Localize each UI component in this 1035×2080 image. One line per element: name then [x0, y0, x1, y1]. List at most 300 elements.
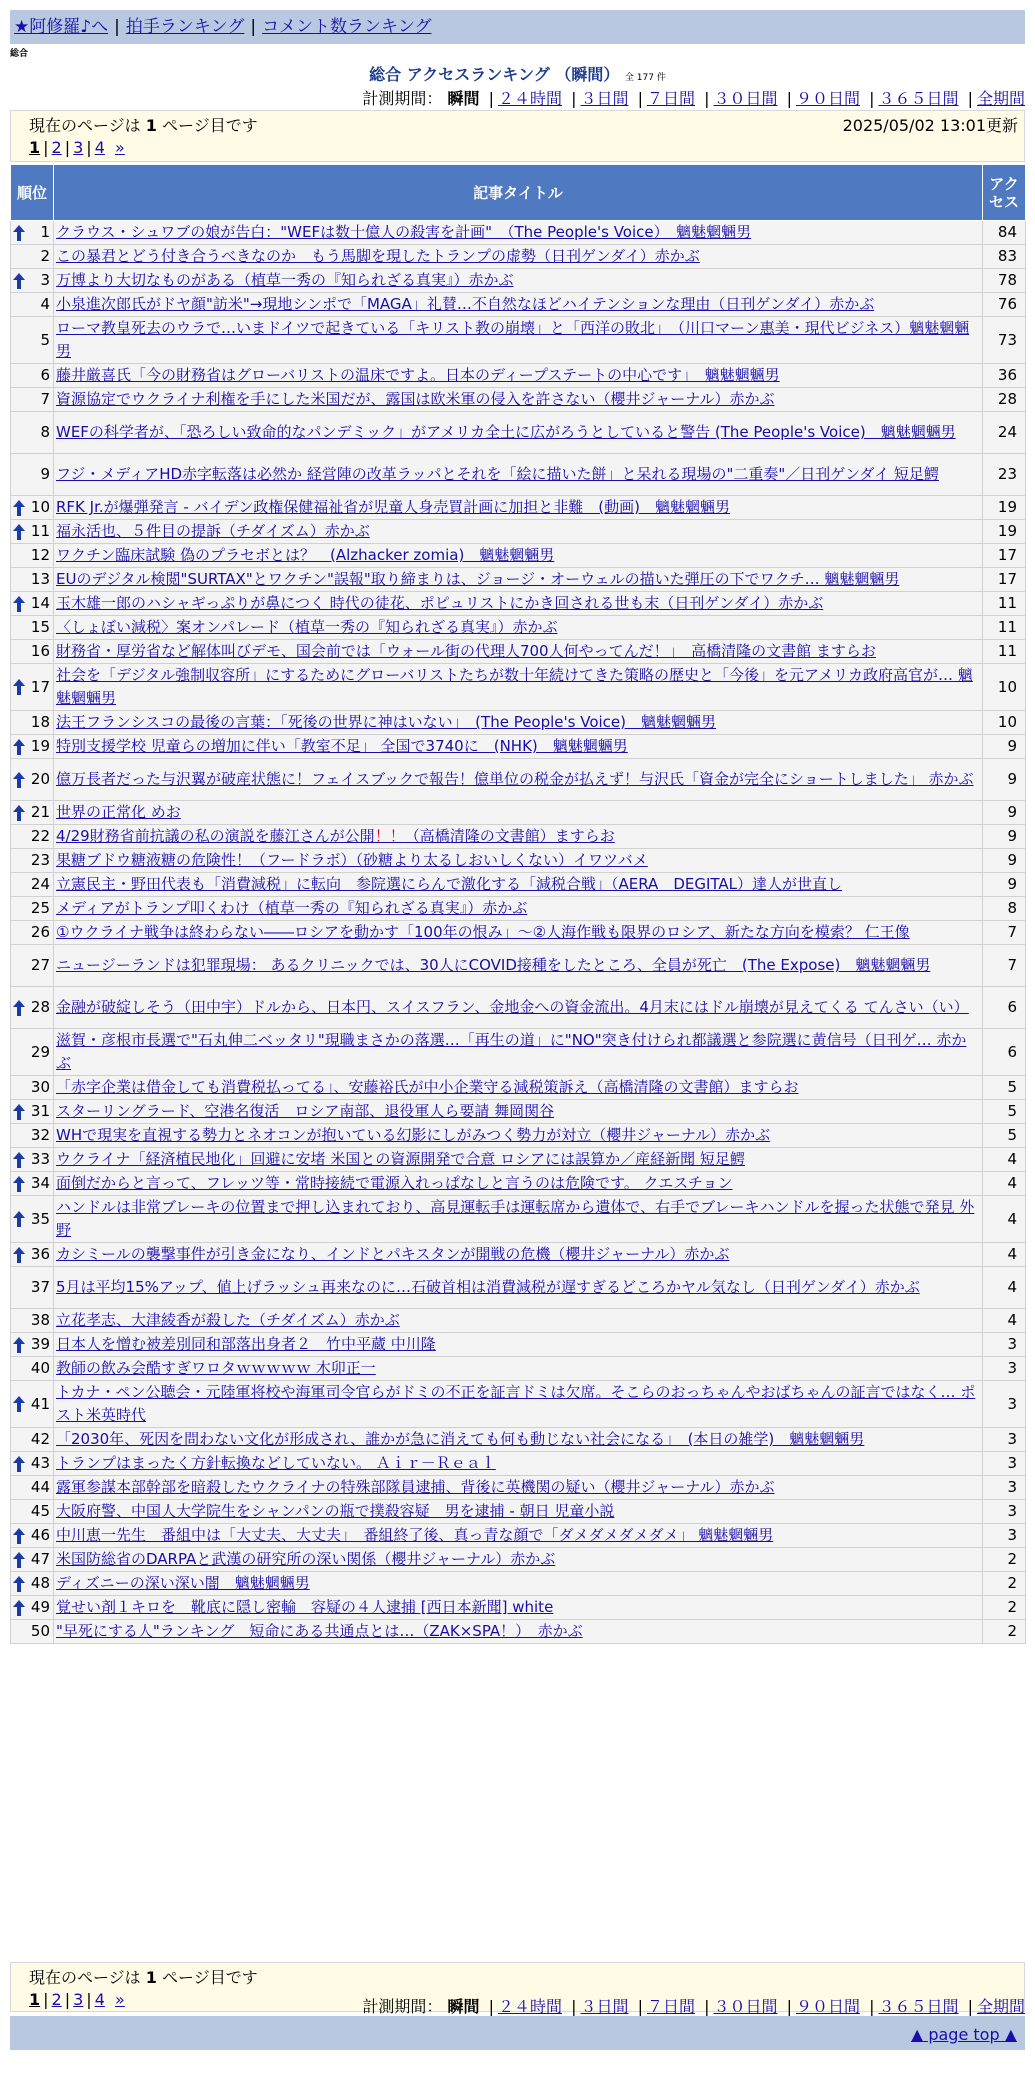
title-cell [54, 1476, 983, 1500]
rank-cell [11, 825, 54, 849]
access-count: 3 [983, 1452, 1026, 1476]
title-cell [54, 454, 983, 496]
table-row [11, 496, 1026, 520]
access-count: 11 [983, 592, 1026, 616]
access-count: 7 [983, 921, 1026, 945]
article-title-link[interactable]: 社会を「デジタル強制収容所」にするためにグローバリストたちが数十年続けてきた策略の歴史と「今後」を元アメリカ政府高官が… 魑魅魍魎男 [56, 666, 973, 707]
rank-number: 2 [40, 247, 50, 265]
title-cell [54, 592, 983, 616]
table-row [11, 245, 1026, 269]
access-count: 24 [983, 412, 1026, 454]
table-row [11, 520, 1026, 544]
access-count: 3 [983, 1524, 1026, 1548]
rank-cell [11, 987, 54, 1029]
rank-number: 19 [30, 737, 50, 755]
article-title-link[interactable]: 5月は平均15%アップ、値上げラッシュ再来なのに…石破首相は消費減税が遅すぎるどころかヤル気なし（日刊ゲンダイ）赤かぶ [56, 1278, 920, 1296]
ranking-table [10, 164, 1026, 1644]
title-cell [54, 1267, 983, 1309]
article-title-link[interactable]: 露軍参謀本部幹部を暗殺したウクライナの特殊部隊員逮捕、背後に英機関の疑い（櫻井ジャーナル）赤かぶ [56, 1478, 775, 1496]
rank-up-arrow-icon [13, 1528, 25, 1544]
table-row [11, 1124, 1026, 1148]
article-title-link[interactable]: 面倒だからと言って、フレッツ等・常時接続で電源入れっぱなしと言うのは危険です。 クエスチョン [56, 1174, 733, 1192]
access-count: 6 [983, 1029, 1026, 1076]
access-count: 84 [983, 221, 1026, 245]
rank-up-arrow-icon [13, 805, 25, 821]
rank-number: 34 [30, 1174, 50, 1192]
title-cell [54, 221, 983, 245]
period-24h-link[interactable]: ２４時間 [497, 89, 562, 108]
rank-up-arrow-icon [13, 596, 25, 612]
access-count: 17 [983, 568, 1026, 592]
access-count: 19 [983, 496, 1026, 520]
article-title-link[interactable]: 藤井厳喜氏「今の財務省はグローバリストの温床ですよ。日本のディープステートの中心です」 魑魅魍魎男 [56, 366, 780, 384]
page-4-link[interactable]: 4 [94, 1990, 105, 2009]
title-cell [54, 520, 983, 544]
rank-cell [11, 640, 54, 664]
rank-up-arrow-icon [13, 1104, 25, 1120]
access-count: 4 [983, 1196, 1026, 1243]
article-title-link[interactable]: トランプはまったく方針転換などしていない。 Ａｉｒ－Ｒｅａｌ [56, 1454, 496, 1472]
title-cell [54, 1029, 983, 1076]
article-title-link[interactable]: 覚せい剤１キロを 靴底に隠し密輸 容疑の４人逮捕 [西日本新聞] white [56, 1598, 554, 1616]
title-cell [54, 640, 983, 664]
article-title-link[interactable]: 特別支援学校 児童らの増加に伴い「教室不足」 全国で3740に (NHK) 魑魅魍魎男 [56, 737, 628, 755]
title-cell [54, 1524, 983, 1548]
article-title-link[interactable]: EUのデジタル検閲"SURTAX"とワクチン"誤報"取り締まりは、ジョージ・オーウェルの描いた弾圧の下でワクチ… 魑魅魍魎男 [56, 570, 900, 588]
rank-up-arrow-icon [13, 1456, 25, 1472]
access-count: 3 [983, 1357, 1026, 1381]
rank-up-arrow-icon [13, 273, 25, 289]
article-title-link[interactable]: クラウス・シュワブの娘が告白："WEFは数十億人の殺害を計画" （The People's Voice） 魑魅魍魎男 [56, 223, 752, 241]
article-title-link[interactable]: 法王フランシスコの最後の言葉：「死後の世界に神はいない」 (The People's Voice) 魑魅魍魎男 [56, 713, 717, 731]
rank-number: 8 [40, 423, 50, 441]
access-count: 8 [983, 897, 1026, 921]
top-nav-bar [10, 10, 1025, 44]
article-title-link[interactable]: 4/29財務省前抗議の私の演説を藤江さんが公開！！（高橋清隆の文書館）ますらお [56, 827, 615, 845]
article-title-link[interactable]: 億万長者だった与沢翼が破産状態に！フェイスブックで報告！億単位の税金が払えず！与沢氏「資金が完全にショートしました」 赤かぶ [56, 770, 974, 788]
period-365d-link[interactable]: ３６５日間 [878, 89, 959, 108]
period-24h-link[interactable]: ２４時間 [497, 1997, 562, 2016]
next-page-link[interactable]: » [115, 1990, 125, 2009]
nav-applause-ranking-link[interactable]: 拍手ランキング [125, 17, 245, 37]
title-cell [54, 1620, 983, 1644]
access-count: 3 [983, 1428, 1026, 1452]
title-cell [54, 245, 983, 269]
rank-cell [11, 945, 54, 987]
period-current: 瞬間 [447, 89, 480, 108]
article-title-link[interactable]: 米国防総省のDARPAと武漢の研究所の深い関係（櫻井ジャーナル）赤かぶ [56, 1550, 556, 1568]
table-row [11, 1381, 1026, 1428]
rank-up-arrow-icon [13, 1576, 25, 1592]
period-current: 瞬間 [447, 1997, 480, 2016]
article-title-link[interactable]: 教師の飲み会酷すぎワロタｗｗｗｗｗ 木卯正一 [56, 1359, 376, 1377]
rank-number: 14 [30, 594, 50, 612]
title-cell [54, 849, 983, 873]
rank-up-arrow-icon [13, 1337, 25, 1353]
article-title-link[interactable]: スターリングラード、空港名復活 ロシア南部、退役軍人ら要請 舞岡関谷 [56, 1102, 555, 1120]
rank-number: 27 [30, 956, 50, 974]
article-title-link[interactable]: 世界の正常化 めお [56, 803, 181, 821]
rank-cell [11, 317, 54, 364]
article-title-link[interactable]: 福永活也、５件目の提訴（チダイズム）赤かぶ [56, 522, 370, 540]
rank-cell [11, 1500, 54, 1524]
rank-number: 3 [40, 271, 50, 289]
access-count: 3 [983, 1500, 1026, 1524]
rank-number: 38 [30, 1311, 50, 1329]
access-count: 73 [983, 317, 1026, 364]
page-4-link[interactable]: 4 [94, 138, 105, 157]
rank-number: 44 [30, 1478, 50, 1496]
rank-up-arrow-icon [13, 1176, 25, 1192]
access-count: 10 [983, 664, 1026, 711]
table-row [11, 1452, 1026, 1476]
title-cell [54, 1572, 983, 1596]
rank-cell [11, 1148, 54, 1172]
rank-number: 4 [40, 295, 50, 313]
table-row [11, 1100, 1026, 1124]
title-cell [54, 1076, 983, 1100]
rank-number: 9 [40, 465, 50, 483]
access-count: 2 [983, 1596, 1026, 1620]
title-cell [54, 945, 983, 987]
period-3d-link[interactable]: ３日間 [580, 1997, 629, 2016]
rank-number: 29 [30, 1042, 50, 1061]
rank-cell [11, 454, 54, 496]
table-row [11, 1243, 1026, 1267]
period-365d-link[interactable]: ３６５日間 [878, 1997, 959, 2016]
article-title-link[interactable]: ニュージーランドは犯罪現場： あるクリニックでは、30人にCOVID接種をしたところ、全員が死亡 (The Expose) 魑魅魍魎男 [56, 956, 931, 974]
article-title-link[interactable]: カシミールの襲撃事件が引き金になり、インドとパキスタンが開戦の危機（櫻井ジャーナル）赤かぶ [56, 1245, 730, 1263]
period-selector-bottom: 計測期間： 瞬間 | ２４時間 | ３日間 | ７日間 | ３０日間 | ９０日間 | ３６５日間 | 全期間 [362, 1997, 1025, 2016]
rank-number: 32 [30, 1126, 50, 1144]
rank-number: 40 [30, 1359, 50, 1377]
rank-number: 41 [30, 1394, 50, 1413]
rank-up-arrow-icon [13, 225, 25, 241]
table-row [11, 1476, 1026, 1500]
title-cell [54, 1100, 983, 1124]
title-cell [54, 1148, 983, 1172]
period-30d-link[interactable]: ３０日間 [713, 89, 778, 108]
table-row [11, 711, 1026, 735]
rank-cell [11, 293, 54, 317]
table-row [11, 221, 1026, 245]
next-page-link[interactable]: » [115, 138, 125, 157]
rank-number: 50 [30, 1622, 50, 1640]
article-title-link[interactable]: 日本人を憎む被差別同和部落出身者２ 竹中平蔵 中川隆 [56, 1335, 436, 1353]
period-all-link[interactable]: 全期間 [976, 89, 1025, 108]
rank-number: 30 [30, 1078, 50, 1096]
rank-cell [11, 1452, 54, 1476]
article-title-link[interactable]: 立憲民主・野田代表も「消費減税」に転向 参院選にらんで激化する「減税合戦」（AERA DEGITAL）達人が世直し [56, 875, 843, 893]
rank-number: 36 [30, 1245, 50, 1263]
table-row [11, 640, 1026, 664]
access-header: アクセス [983, 165, 1026, 221]
table-row [11, 1572, 1026, 1596]
title-header: 記事タイトル [54, 165, 983, 221]
article-title-link[interactable]: 資源協定でウクライナ利権を手にした米国だが、露国は欧米軍の侵入を許さない（櫻井ジャーナル）赤かぶ [56, 390, 775, 408]
period-90d-link[interactable]: ９０日間 [795, 89, 860, 108]
period-3d-link[interactable]: ３日間 [580, 89, 629, 108]
period-selector-top: 計測期間： 瞬間 | ２４時間 | ３日間 | ７日間 | ３０日間 | ９０日間 | ３６５日間 | 全期間 [362, 89, 1025, 108]
page-2-link[interactable]: 2 [51, 1990, 62, 2009]
table-row [11, 1596, 1026, 1620]
updated-timestamp: 2025/05/02 13:01更新 [842, 116, 1018, 135]
article-title-link[interactable]: 「赤字企業は借金しても消費税払ってる」、安藤裕氏が中小企業守る減税策訴え（高橋清隆の文書館）ますらお [56, 1078, 799, 1096]
title-cell [54, 293, 983, 317]
rank-cell [11, 388, 54, 412]
rank-cell [11, 568, 54, 592]
table-row [11, 1029, 1026, 1076]
table-row [11, 1309, 1026, 1333]
access-count: 9 [983, 849, 1026, 873]
rank-cell [11, 1620, 54, 1644]
title-cell [54, 568, 983, 592]
title-cell [54, 388, 983, 412]
article-title-link[interactable]: ディズニーの深い深い闇 魑魅魍魎男 [56, 1574, 310, 1592]
access-count: 3 [983, 1333, 1026, 1357]
article-title-link[interactable]: トカナ・ペン公聴会・元陸軍将校や海軍司令官らがドミの不正を証言ドミは欠席。そこらのおっちゃんやおばちゃんの証言ではなく… ポスト米英時代 [56, 1383, 976, 1424]
title-cell [54, 711, 983, 735]
title-cell [54, 496, 983, 520]
access-count: 9 [983, 735, 1026, 759]
rank-number: 48 [30, 1574, 50, 1592]
rank-up-arrow-icon [13, 1247, 25, 1263]
access-count: 4 [983, 1309, 1026, 1333]
rank-number: 39 [30, 1335, 50, 1353]
article-title-link[interactable]: 金融が破綻しそう（田中宇）ドルから、日本円、スイスフラン、金地金への資金流出。4月末にはドル崩壊が見えてくる てんさい（い） [56, 998, 969, 1016]
article-title-link[interactable]: 中川恵一先生 番組中は「大丈夫、大丈夫」 番組終了後、真っ青な顔で「ダメダメダメダメ」 魑魅魍魎男 [56, 1526, 774, 1544]
table-row [11, 664, 1026, 711]
table-row [11, 293, 1026, 317]
access-count: 7 [983, 945, 1026, 987]
rank-cell [11, 496, 54, 520]
title-cell [54, 897, 983, 921]
rank-header: 順位 [11, 165, 54, 221]
article-title-link[interactable]: 玉木雄一郎のハシャギっぷりが鼻につく 時代の徒花、ポピュリストにかき回される世も末（日刊ゲンダイ）赤かぶ [56, 594, 824, 612]
table-row [11, 544, 1026, 568]
rank-up-arrow-icon [13, 739, 25, 755]
access-count: 11 [983, 616, 1026, 640]
access-count: 2 [983, 1572, 1026, 1596]
period-7d-link[interactable]: ７日間 [646, 89, 695, 108]
access-count: 83 [983, 245, 1026, 269]
rank-cell [11, 873, 54, 897]
rank-number: 11 [30, 522, 50, 540]
rank-up-arrow-icon [13, 1396, 25, 1412]
access-count: 4 [983, 1148, 1026, 1172]
rank-up-arrow-icon [13, 1000, 25, 1016]
article-title-link[interactable]: 大阪府警、中国人大学院生をシャンパンの瓶で撲殺容疑 男を逮捕 - 朝日 児童小説 [56, 1502, 615, 1520]
access-count: 11 [983, 640, 1026, 664]
title-cell [54, 1124, 983, 1148]
bottom-bar [10, 2016, 1025, 2050]
rank-number: 49 [30, 1598, 50, 1616]
access-count: 17 [983, 544, 1026, 568]
article-title-link[interactable]: ウクライナ「経済植民地化」回避に安堵 米国との資源開発で合意 ロシアには誤算か／産経新聞 短足鰐 [56, 1150, 745, 1168]
access-count: 9 [983, 801, 1026, 825]
article-title-link[interactable]: ローマ教皇死去のウラで…いまドイツで起きている「キリスト教の崩壊」と「西洋の敗北」 （川口マーン惠美・現代ビジネス）魑魅魍魎男 [56, 319, 970, 360]
title-cell [54, 1172, 983, 1196]
access-count: 4 [983, 1267, 1026, 1309]
pagination-bottom: 1 | 2 | 3 | 4 » [29, 1990, 125, 2009]
table-row [11, 801, 1026, 825]
access-count: 2 [983, 1620, 1026, 1644]
title-cell [54, 1381, 983, 1428]
article-title-link[interactable]: "早死にする人"ランキング 短命にある共通点とは…（ZAK×SPA！） 赤かぶ [56, 1622, 583, 1640]
rank-number: 28 [30, 998, 50, 1016]
rank-number: 25 [30, 899, 50, 917]
rank-cell [11, 364, 54, 388]
access-count: 23 [983, 454, 1026, 496]
title-cell [54, 1196, 983, 1243]
table-row [11, 412, 1026, 454]
article-title-link[interactable]: 果糖ブドウ糖液糖の危険性！（フードラボ）（砂糖より太るしおいしくない）イワツバメ [56, 851, 648, 869]
table-row [11, 317, 1026, 364]
access-count: 6 [983, 987, 1026, 1029]
table-row [11, 616, 1026, 640]
article-title-link[interactable]: ワクチン臨床試験 偽のプラセボとは？ (Alzhacker zomia) 魑魅魍魎男 [56, 546, 555, 564]
access-count: 5 [983, 1076, 1026, 1100]
table-row [11, 1148, 1026, 1172]
rank-cell [11, 1076, 54, 1100]
rank-cell [11, 1243, 54, 1267]
access-count: 5 [983, 1124, 1026, 1148]
period-30d-link[interactable]: ３０日間 [713, 1997, 778, 2016]
table-row [11, 388, 1026, 412]
rank-number: 18 [30, 713, 50, 731]
article-title-link[interactable]: WEFの科学者が、「恐ろしい致命的なパンデミック」がアメリカ全土に広がろうとしていると警告 (The People's Voice) 魑魅魍魎男 [56, 423, 956, 441]
page-info-top [10, 110, 1025, 162]
rank-number: 21 [30, 803, 50, 821]
rank-number: 12 [30, 546, 50, 564]
rank-cell [11, 520, 54, 544]
rank-up-arrow-icon [13, 500, 25, 516]
rank-cell [11, 616, 54, 640]
rank-number: 46 [30, 1526, 50, 1544]
rank-cell [11, 759, 54, 801]
rank-number: 6 [40, 366, 50, 384]
title-cell [54, 1243, 983, 1267]
article-title-link[interactable]: 小泉進次郎氏がドヤ顔"訪米"→現地シンポで「MAGA」礼賛…不自然なほどハイテンションな理由（日刊ゲンダイ）赤かぶ [56, 295, 875, 313]
title-cell [54, 412, 983, 454]
article-title-link[interactable]: 滋賀・彦根市長選で"石丸伸二ベッタリ"現職まさかの落選…「再生の道」に"NO"突き付けられ都議選と参院選に黄信号（日刊ゲ… 赤かぶ [56, 1031, 967, 1072]
rank-cell [11, 1196, 54, 1243]
page-3-link[interactable]: 3 [73, 138, 84, 157]
rank-cell [11, 1172, 54, 1196]
article-title-link[interactable]: この暴君とどう付き合うべきなのか もう馬脚を現したトランプの虚勢（日刊ゲンダイ）赤かぶ [56, 247, 700, 265]
nav-separator: | [250, 17, 257, 37]
rank-cell [11, 921, 54, 945]
rank-cell [11, 1357, 54, 1381]
table-row [11, 1500, 1026, 1524]
title-cell [54, 873, 983, 897]
table-row [11, 1620, 1026, 1644]
page-top-link[interactable]: ▲ page top ▲ [910, 2025, 1017, 2044]
rank-number: 42 [30, 1430, 50, 1448]
table-row [11, 454, 1026, 496]
rank-number: 31 [30, 1102, 50, 1120]
rank-up-arrow-icon [13, 524, 25, 540]
article-title-link[interactable]: フジ・メディアHD赤字転落は必然か 経営陣の改革ラッパとそれを「絵に描いた餅」と呆れる現場の"二重奏"／日刊ゲンダイ 短足鰐 [56, 465, 939, 483]
article-title-link[interactable]: WHで現実を直視する勢力とネオコンが抱いている幻影にしがみつく勢力が対立（櫻井ジャーナル）赤かぶ [56, 1126, 771, 1144]
table-row [11, 568, 1026, 592]
table-row [11, 1548, 1026, 1572]
title-cell [54, 735, 983, 759]
article-title-link[interactable]: RFK Jr.が爆弾発言 - バイデン政権保健福祉省が児童人身売買計画に加担と非難 (動画) 魑魅魍魎男 [56, 498, 730, 516]
rank-cell [11, 1124, 54, 1148]
rank-up-arrow-icon [13, 772, 25, 788]
table-row [11, 269, 1026, 293]
title-cell [54, 364, 983, 388]
title-cell [54, 1333, 983, 1357]
article-title-link[interactable]: 「2030年、死因を問わない文化が形成され、誰かが急に消えても何も動じない社会になる」 (本日の雑学) 魑魅魍魎男 [56, 1430, 865, 1448]
rank-number: 43 [30, 1454, 50, 1472]
title-cell [54, 317, 983, 364]
access-count: 4 [983, 1172, 1026, 1196]
period-90d-link[interactable]: ９０日間 [795, 1997, 860, 2016]
rank-cell [11, 1428, 54, 1452]
table-row [11, 1524, 1026, 1548]
nav-asyura-link[interactable]: ★阿修羅♪へ [14, 17, 109, 37]
table-row [11, 1357, 1026, 1381]
table-row [11, 1428, 1026, 1452]
page-title [0, 62, 1035, 85]
title-cell [54, 664, 983, 711]
table-row [11, 825, 1026, 849]
table-row [11, 921, 1026, 945]
rank-cell [11, 544, 54, 568]
rank-number: 10 [30, 498, 50, 516]
article-title-link[interactable]: 〈しょぼい減税〉案オンパレード（植草一秀の『知られざる真実』）赤かぶ [56, 618, 558, 636]
period-all-link[interactable]: 全期間 [976, 1997, 1025, 2016]
title-cell [54, 616, 983, 640]
article-title-link[interactable]: ハンドルは非常ブレーキの位置まで押し込まれており、高見運転手は運転席から遺体で、右手でブレーキハンドルを握った状態で発見 外野 [56, 1198, 975, 1239]
table-row [11, 364, 1026, 388]
period-7d-link[interactable]: ７日間 [646, 1997, 695, 2016]
table-row [11, 849, 1026, 873]
article-title-link[interactable]: 財務省・厚労省など解体叫びデモ、国会前では「ウォール街の代理人700人何やってんだ！」 高橋清隆の文書館 ますらお [56, 642, 876, 660]
page-current: 1 [29, 1990, 41, 2009]
access-count: 3 [983, 1476, 1026, 1500]
pagination-top: 1 | 2 | 3 | 4 » [29, 138, 125, 157]
rank-number: 20 [30, 770, 50, 788]
article-title-link[interactable]: ①ウクライナ戦争は終わらない――ロシアを動かす「100年の恨み」〜②人海作戦も限界のロシア、新たな方向を模索？ 仁王像 [56, 923, 910, 941]
nav-separator: | [114, 17, 120, 37]
rank-cell [11, 1267, 54, 1309]
rank-number: 5 [40, 330, 50, 349]
rank-cell [11, 1596, 54, 1620]
table-row [11, 759, 1026, 801]
page-2-link[interactable]: 2 [51, 138, 62, 157]
total-count: 全 177 件 [624, 73, 666, 83]
rank-number: 7 [40, 390, 50, 408]
access-count: 19 [983, 520, 1026, 544]
page-3-link[interactable]: 3 [73, 1990, 84, 2009]
article-title-link[interactable]: 万博より大切なものがある（植草一秀の『知られざる真実』）赤かぶ [56, 271, 514, 289]
article-title-link[interactable]: 立花孝志、大津綾香が殺した（チダイズム）赤かぶ [56, 1311, 400, 1329]
table-row [11, 1267, 1026, 1309]
current-page-text: 現在のページは 1 ページ目です [29, 116, 258, 135]
article-title-link[interactable]: メディアがトランプ叩くわけ（植草一秀の『知られざる真実』）赤かぶ [56, 899, 528, 917]
rank-cell [11, 1309, 54, 1333]
access-count: 36 [983, 364, 1026, 388]
rank-number: 26 [30, 923, 50, 941]
table-row [11, 1196, 1026, 1243]
nav-comment-ranking-link[interactable]: コメント数ランキング [262, 17, 432, 37]
access-count: 9 [983, 825, 1026, 849]
rank-up-arrow-icon [13, 1552, 25, 1568]
rank-up-arrow-icon [13, 679, 25, 695]
